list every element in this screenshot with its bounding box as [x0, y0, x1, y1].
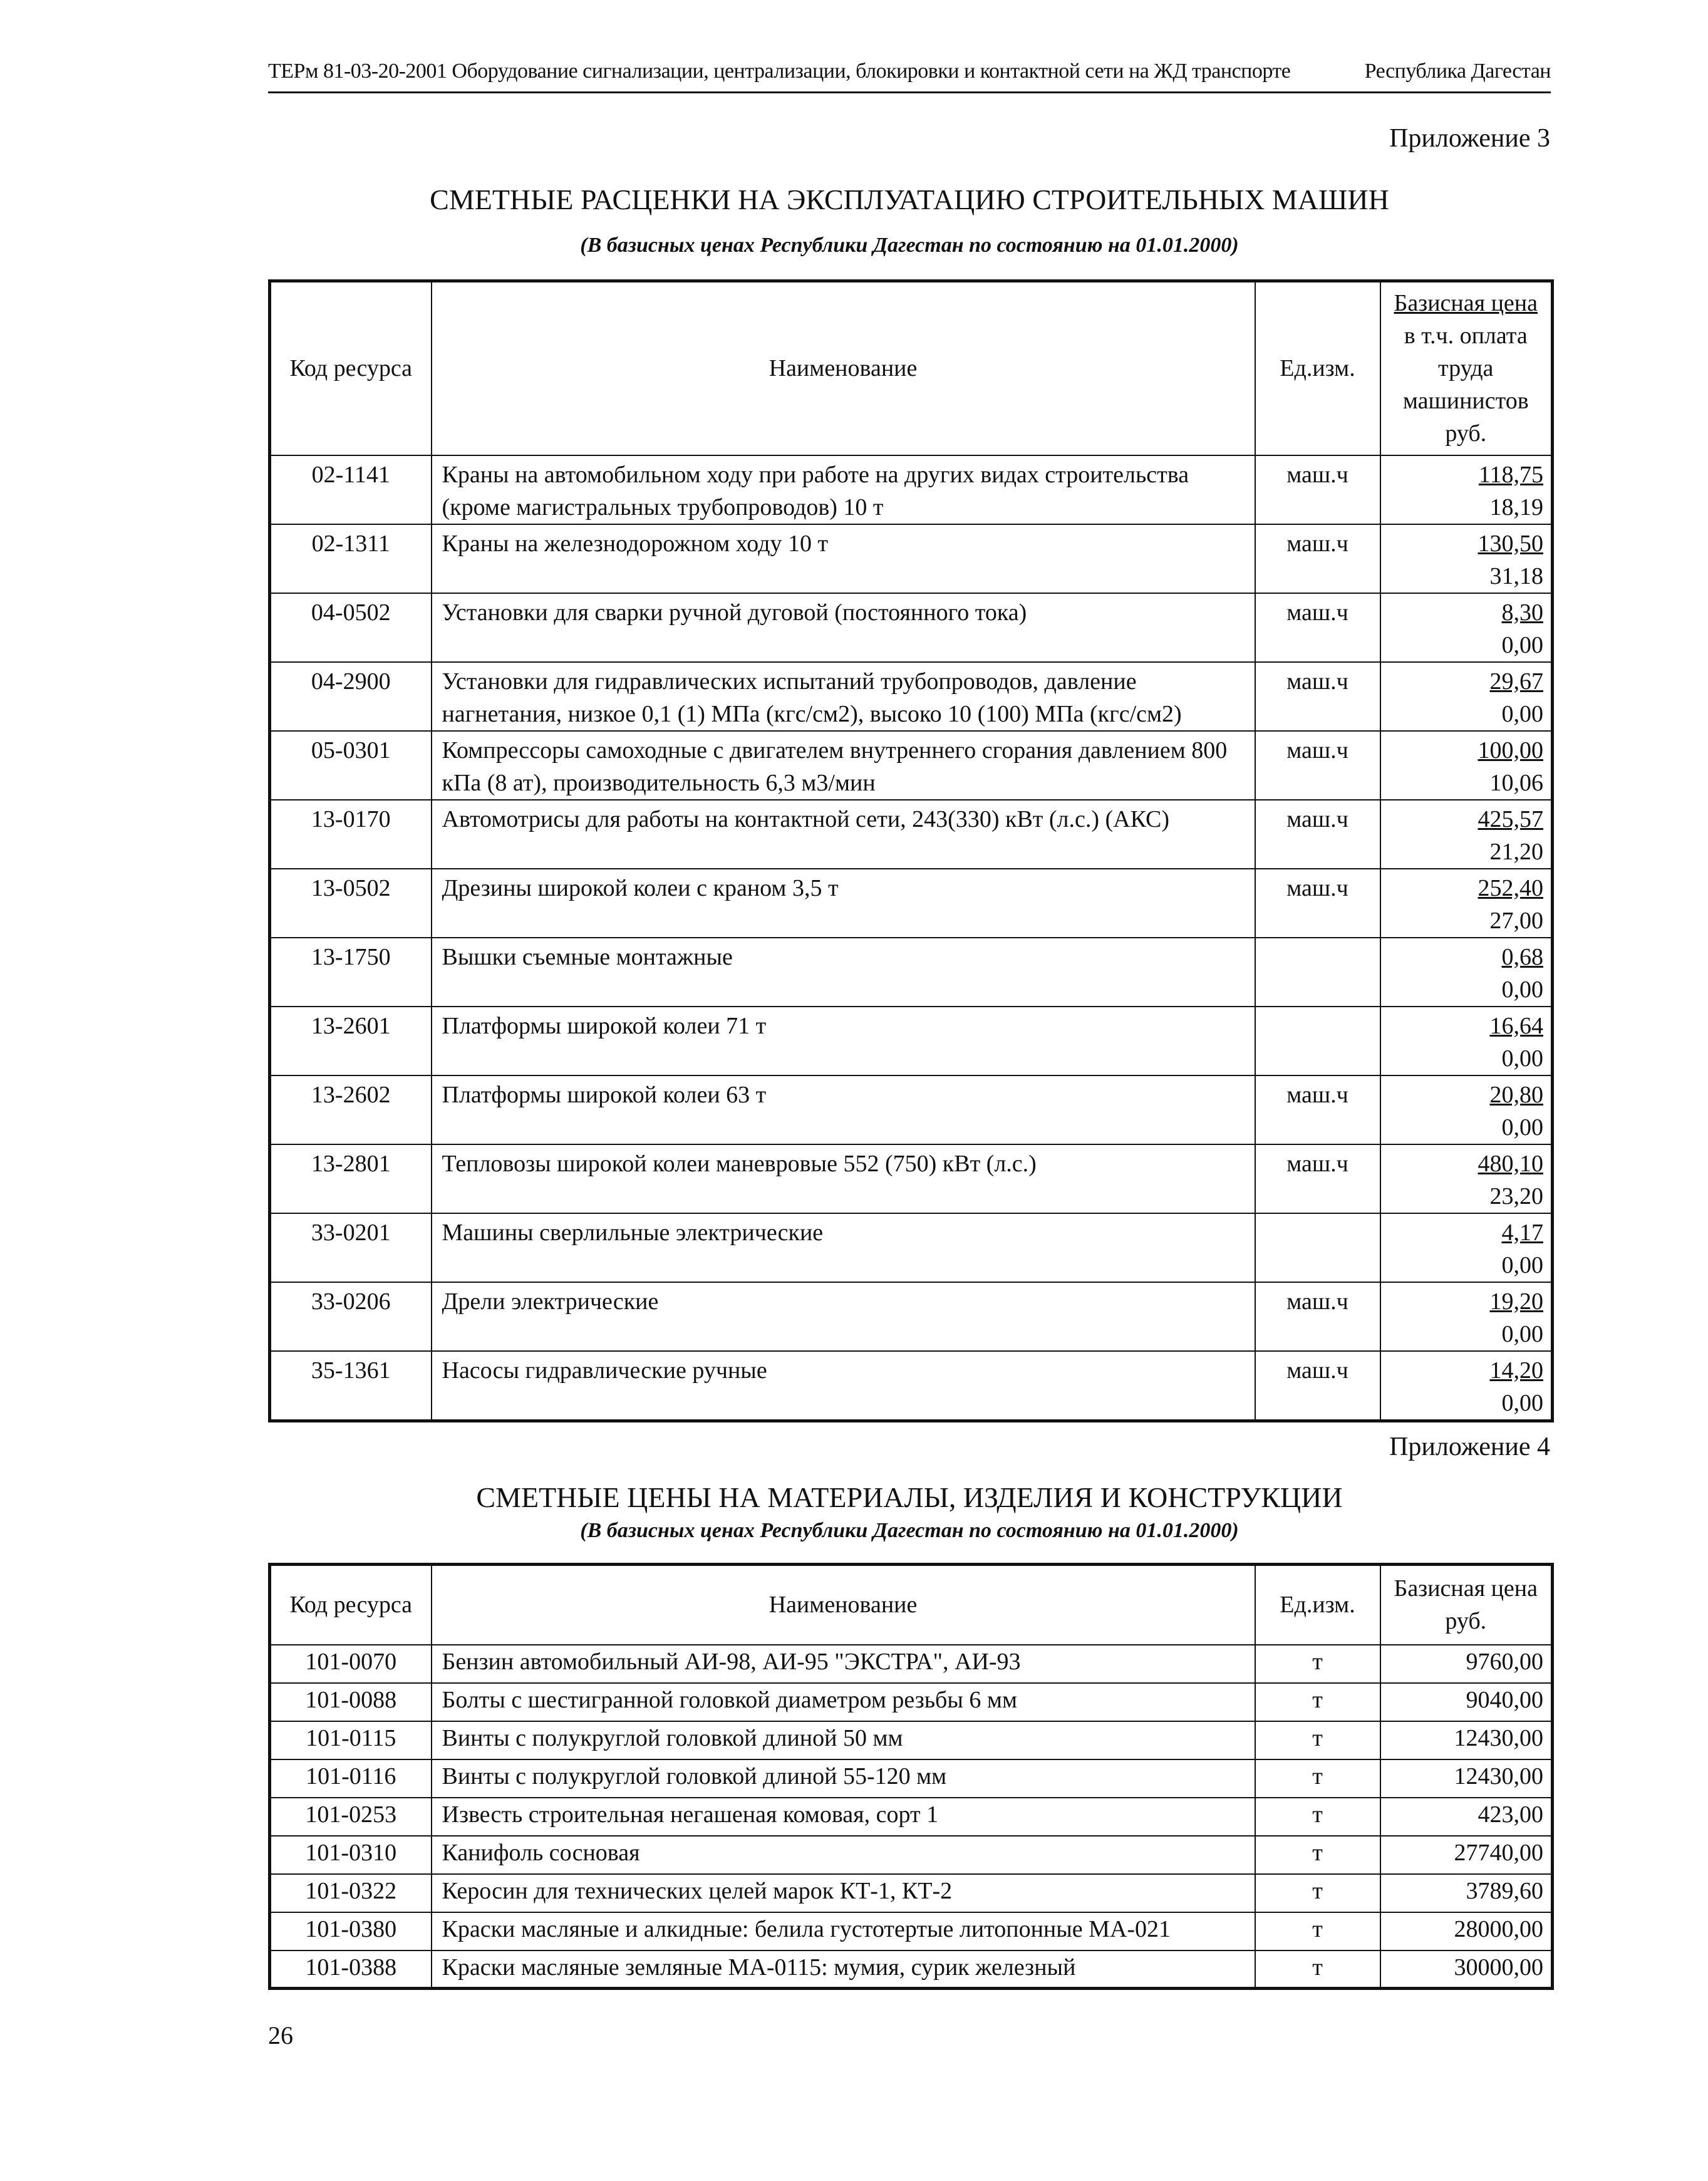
price-cell	[1380, 1007, 1553, 1075]
operator-labor-price: 21,20	[1489, 838, 1543, 865]
base-price: 12430,00	[1380, 1721, 1553, 1759]
resource-code: 33-0201	[270, 1213, 432, 1282]
table-row	[270, 1282, 1553, 1351]
header-document-title: ТЕРм 81-03-20-2001 Оборудование сигнализации, централизации, блокировки и контактной сети на ЖД транспорте	[268, 60, 1291, 83]
price-cell	[1380, 662, 1553, 731]
resource-name: Бензин автомобильный АИ-98, АИ-95 "ЭКСТРА", АИ-93	[432, 1645, 1255, 1683]
resource-code: 02-1141	[270, 455, 432, 524]
table-row	[270, 1007, 1553, 1075]
base-price: 8,30	[1501, 599, 1543, 626]
table-row	[270, 800, 1553, 869]
base-price: 29,67	[1489, 668, 1543, 695]
column-header-price-unit: руб.	[1445, 1608, 1487, 1635]
resource-name: Установки для сварки ручной дуговой (постоянного тока)	[432, 593, 1255, 662]
price-cell	[1380, 731, 1553, 800]
resource-name: Краски масляные и алкидные: белила густотертые литопонные МА-021	[432, 1912, 1255, 1950]
column-header-name: Наименование	[432, 1565, 1255, 1645]
resource-unit: маш.ч	[1255, 455, 1380, 524]
resource-name: Автомотрисы для работы на контактной сети, 243(330) кВт (л.с.) (АКС)	[432, 800, 1255, 869]
price-cell	[1380, 1351, 1553, 1421]
table-row	[270, 1912, 1553, 1950]
table-row	[270, 1798, 1553, 1836]
resource-name: Винты с полукруглой головкой длиной 50 мм	[432, 1721, 1255, 1759]
base-price: 12430,00	[1380, 1759, 1553, 1798]
resource-code: 04-0502	[270, 593, 432, 662]
operator-labor-price: 0,00	[1501, 976, 1543, 1003]
base-price: 130,50	[1478, 530, 1543, 557]
resource-name: Известь строительная негашеная комовая, сорт 1	[432, 1798, 1255, 1836]
resource-name: Канифоль сосновая	[432, 1836, 1255, 1874]
table-row	[270, 1213, 1553, 1282]
resource-code: 101-0253	[270, 1798, 432, 1836]
table-row	[270, 1351, 1553, 1421]
resource-unit: т	[1255, 1912, 1380, 1950]
operator-labor-price: 0,00	[1501, 1251, 1543, 1278]
resource-name: Насосы гидравлические ручные	[432, 1351, 1255, 1421]
resource-name: Винты с полукруглой головкой длиной 55-120 мм	[432, 1759, 1255, 1798]
table-header-row	[270, 1565, 1553, 1645]
table-row	[270, 1759, 1553, 1798]
base-price: 425,57	[1478, 806, 1543, 832]
base-price: 16,64	[1489, 1012, 1543, 1039]
table-row	[270, 662, 1553, 731]
column-header-price-base: Базисная цена	[1394, 290, 1538, 317]
resource-unit: маш.ч	[1255, 1351, 1380, 1421]
resource-code: 13-2601	[270, 1007, 432, 1075]
table-row	[270, 1144, 1553, 1213]
base-price: 100,00	[1478, 737, 1543, 764]
price-cell	[1380, 524, 1553, 593]
resource-code: 33-0206	[270, 1282, 432, 1351]
table-row	[270, 455, 1553, 524]
resource-code: 101-0115	[270, 1721, 432, 1759]
header-region: Республика Дагестан	[1364, 60, 1551, 83]
resource-code: 13-0170	[270, 800, 432, 869]
operator-labor-price: 0,00	[1501, 1320, 1543, 1347]
base-price: 9040,00	[1380, 1683, 1553, 1721]
column-header-unit: Ед.изм.	[1255, 281, 1380, 455]
base-price: 9760,00	[1380, 1645, 1553, 1683]
base-price: 14,20	[1489, 1357, 1543, 1384]
resource-unit: маш.ч	[1255, 800, 1380, 869]
resource-code: 04-2900	[270, 662, 432, 731]
column-header-price-base: Базисная цена	[1394, 1575, 1538, 1602]
base-price: 30000,00	[1380, 1950, 1553, 1989]
resource-unit: маш.ч	[1255, 1144, 1380, 1213]
resource-name: Краны на автомобильном ходу при работе на других видах строительства (кроме магистральных трубопроводов) 10 т	[432, 455, 1255, 524]
table-row	[270, 593, 1553, 662]
table-row	[270, 1721, 1553, 1759]
operator-labor-price: 23,20	[1489, 1183, 1543, 1210]
resource-name: Платформы широкой колеи 71 т	[432, 1007, 1255, 1075]
table-header-row	[270, 281, 1553, 455]
resource-unit	[1255, 1213, 1380, 1282]
resource-name: Тепловозы широкой колеи маневровые 552 (750) кВт (л.с.)	[432, 1144, 1255, 1213]
operator-labor-price: 0,00	[1501, 1045, 1543, 1072]
appendix4-label: Приложение 4	[1389, 1432, 1550, 1461]
price-cell	[1380, 1075, 1553, 1144]
operator-labor-price: 0,00	[1501, 1389, 1543, 1416]
column-header-price	[1380, 281, 1553, 455]
price-cell	[1380, 1144, 1553, 1213]
resource-code: 101-0116	[270, 1759, 432, 1798]
resource-unit: т	[1255, 1683, 1380, 1721]
table-row	[270, 1075, 1553, 1144]
operator-labor-price: 31,18	[1489, 562, 1543, 589]
resource-code: 13-2602	[270, 1075, 432, 1144]
resource-code: 101-0388	[270, 1950, 432, 1989]
material-prices-table	[268, 1563, 1554, 1990]
base-price: 19,20	[1489, 1288, 1543, 1315]
resource-unit: маш.ч	[1255, 593, 1380, 662]
column-header-name: Наименование	[432, 281, 1255, 455]
page-number: 26	[268, 2021, 293, 2049]
resource-unit	[1255, 938, 1380, 1007]
table-row	[270, 1645, 1553, 1683]
price-cell	[1380, 455, 1553, 524]
resource-name: Машины сверлильные электрические	[432, 1213, 1255, 1282]
price-cell	[1380, 1213, 1553, 1282]
base-price: 20,80	[1489, 1081, 1543, 1108]
price-cell	[1380, 938, 1553, 1007]
resource-unit: т	[1255, 1759, 1380, 1798]
column-header-price-labor: в т.ч. оплата труда машинистов	[1402, 323, 1529, 415]
price-cell	[1380, 869, 1553, 938]
resource-code: 101-0310	[270, 1836, 432, 1874]
base-price: 0,68	[1501, 943, 1543, 970]
price-cell	[1380, 800, 1553, 869]
resource-unit: т	[1255, 1721, 1380, 1759]
machine-rates-table	[268, 279, 1554, 1422]
resource-code: 13-0502	[270, 869, 432, 938]
table-row	[270, 1836, 1553, 1874]
base-price: 4,17	[1501, 1219, 1543, 1246]
appendix4-title: СМЕТНЫЕ ЦЕНЫ НА МАТЕРИАЛЫ, ИЗДЕЛИЯ И КОНСТРУКЦИИ	[476, 1481, 1343, 1513]
resource-unit: маш.ч	[1255, 1282, 1380, 1351]
resource-code: 13-1750	[270, 938, 432, 1007]
base-price: 3789,60	[1380, 1874, 1553, 1912]
resource-name: Краски масляные земляные МА-0115: мумия, сурик железный	[432, 1950, 1255, 1989]
resource-unit: маш.ч	[1255, 869, 1380, 938]
resource-unit: т	[1255, 1836, 1380, 1874]
operator-labor-price: 0,00	[1501, 631, 1543, 658]
resource-name: Краны на железнодорожном ходу 10 т	[432, 524, 1255, 593]
base-price: 27740,00	[1380, 1836, 1553, 1874]
table-row	[270, 524, 1553, 593]
table-row	[270, 1874, 1553, 1912]
appendix4-subtitle: (В базисных ценах Республики Дагестан по состоянию на 01.01.2000)	[580, 1519, 1239, 1542]
resource-unit: т	[1255, 1798, 1380, 1836]
column-header-price-unit: руб.	[1445, 420, 1487, 447]
resource-unit: т	[1255, 1874, 1380, 1912]
resource-unit	[1255, 1007, 1380, 1075]
resource-unit: маш.ч	[1255, 662, 1380, 731]
table-row	[270, 869, 1553, 938]
column-header-unit: Ед.изм.	[1255, 1565, 1380, 1645]
resource-code: 35-1361	[270, 1351, 432, 1421]
resource-code: 101-0380	[270, 1912, 432, 1950]
appendix3-label: Приложение 3	[1389, 124, 1550, 153]
resource-name: Установки для гидравлических испытаний трубопроводов, давление нагнетания, низкое 0,1 (1) МПа (кгс/см2), высоко 10 (100) МПа (кгс/см2)	[432, 662, 1255, 731]
price-cell	[1380, 593, 1553, 662]
base-price: 252,40	[1478, 874, 1543, 901]
operator-labor-price: 18,19	[1489, 494, 1543, 521]
resource-name: Вышки съемные монтажные	[432, 938, 1255, 1007]
table-row	[270, 938, 1553, 1007]
base-price: 118,75	[1478, 461, 1543, 488]
resource-code: 101-0088	[270, 1683, 432, 1721]
resource-name: Дрезины широкой колеи с краном 3,5 т	[432, 869, 1255, 938]
resource-name: Платформы широкой колеи 63 т	[432, 1075, 1255, 1144]
operator-labor-price: 10,06	[1489, 769, 1543, 796]
base-price: 480,10	[1478, 1150, 1543, 1177]
header-rule	[268, 91, 1551, 93]
column-header-code: Код ресурса	[270, 1565, 432, 1645]
resource-unit: маш.ч	[1255, 524, 1380, 593]
column-header-price	[1380, 1565, 1553, 1645]
operator-labor-price: 0,00	[1501, 700, 1543, 727]
column-header-code: Код ресурса	[270, 281, 432, 455]
resource-unit: т	[1255, 1645, 1380, 1683]
resource-code: 13-2801	[270, 1144, 432, 1213]
resource-unit: т	[1255, 1950, 1380, 1989]
resource-name: Болты с шестигранной головкой диаметром резьбы 6 мм	[432, 1683, 1255, 1721]
table-row	[270, 1683, 1553, 1721]
resource-name: Керосин для технических целей марок КТ-1, КТ-2	[432, 1874, 1255, 1912]
resource-code: 02-1311	[270, 524, 432, 593]
resource-code: 101-0322	[270, 1874, 432, 1912]
operator-labor-price: 0,00	[1501, 1114, 1543, 1141]
table-row	[270, 1950, 1553, 1989]
appendix3-title: СМЕТНЫЕ РАСЦЕНКИ НА ЭКСПЛУАТАЦИЮ СТРОИТЕЛЬНЫХ МАШИН	[430, 184, 1389, 215]
resource-unit: маш.ч	[1255, 731, 1380, 800]
base-price: 28000,00	[1380, 1912, 1553, 1950]
table-row	[270, 731, 1553, 800]
resource-name: Компрессоры самоходные с двигателем внутреннего сгорания давлением 800 кПа (8 ат), производительность 6,3 м3/мин	[432, 731, 1255, 800]
resource-code: 101-0070	[270, 1645, 432, 1683]
appendix3-subtitle: (В базисных ценах Республики Дагестан по состоянию на 01.01.2000)	[580, 234, 1239, 257]
price-cell	[1380, 1282, 1553, 1351]
resource-name: Дрели электрические	[432, 1282, 1255, 1351]
resource-code: 05-0301	[270, 731, 432, 800]
base-price: 423,00	[1380, 1798, 1553, 1836]
resource-unit: маш.ч	[1255, 1075, 1380, 1144]
operator-labor-price: 27,00	[1489, 907, 1543, 934]
